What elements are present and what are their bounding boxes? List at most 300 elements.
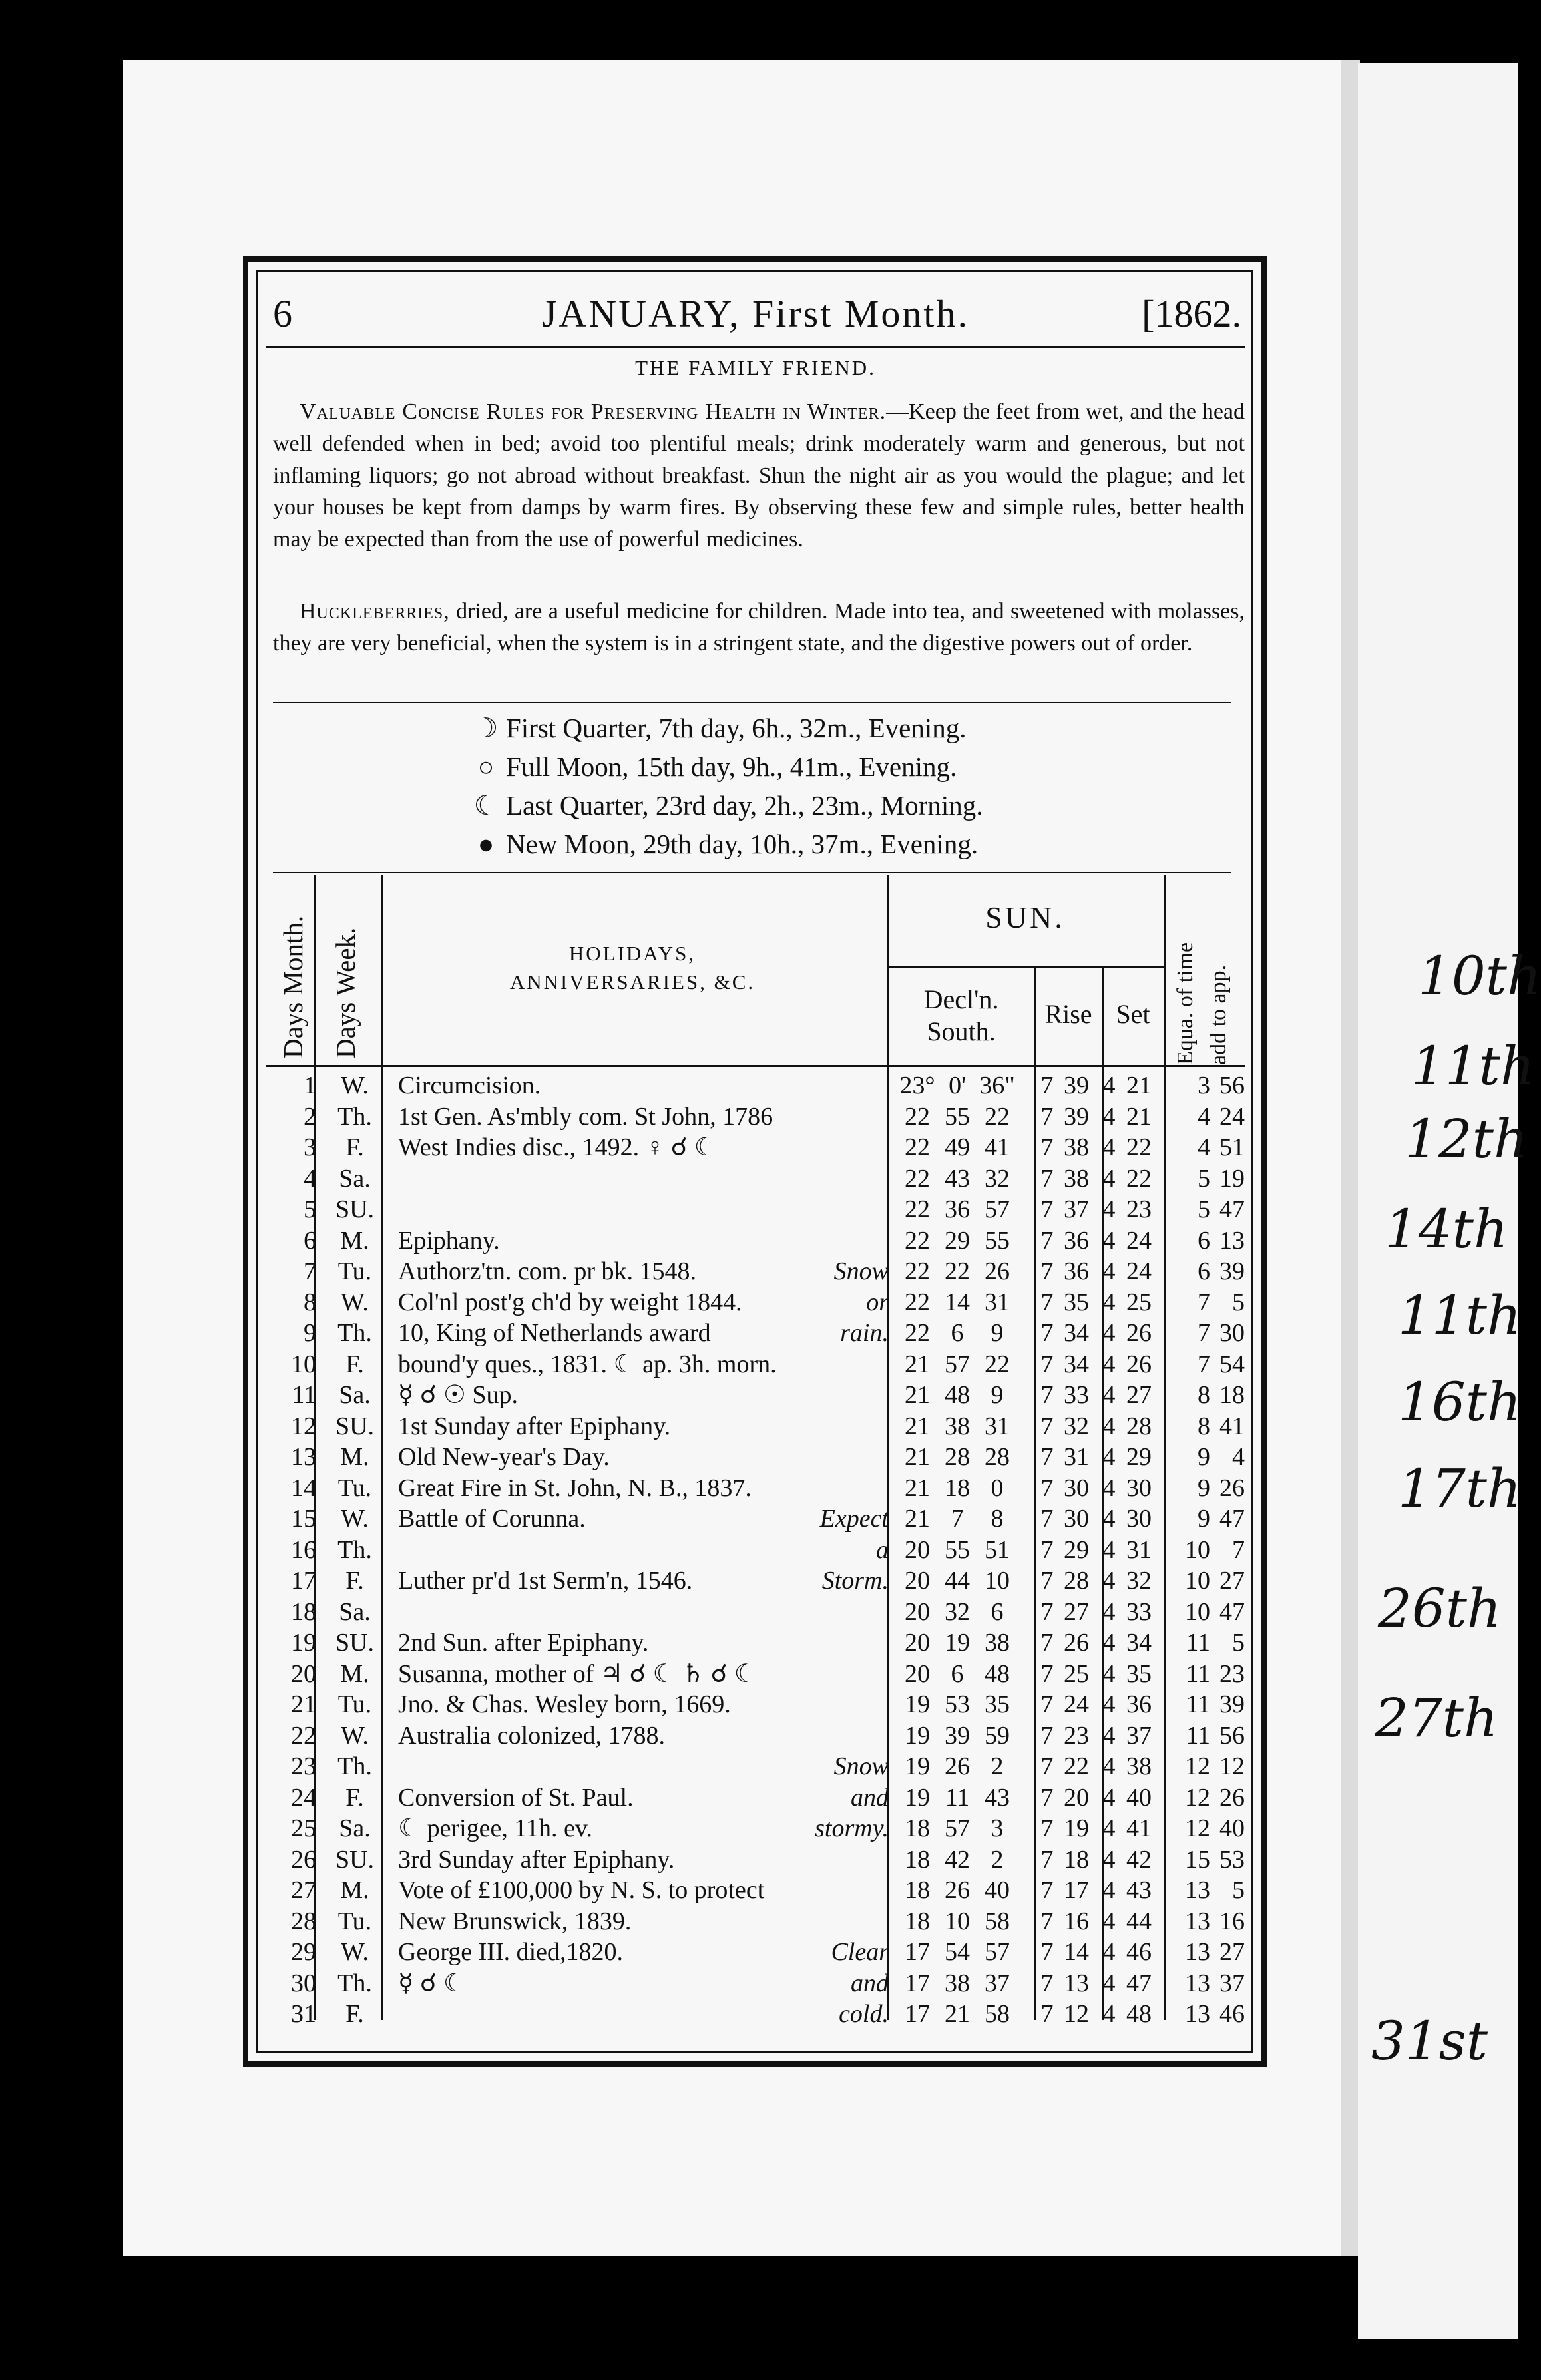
- cell-note: cold.: [839, 2000, 889, 2028]
- cell-dm: 19: [945, 1629, 970, 1657]
- header-rule: [266, 346, 1245, 348]
- cell-dd: 19: [905, 1752, 930, 1780]
- cell-em: 6: [1198, 1257, 1210, 1285]
- cell-ds: 9: [991, 1381, 1004, 1409]
- cell-dm: 36: [945, 1195, 970, 1223]
- cell-day: 27: [291, 1876, 316, 1904]
- cell-dm: 57: [945, 1814, 970, 1842]
- cell-week: Th.: [337, 1535, 372, 1564]
- cell-rh: 7: [1040, 1783, 1054, 1812]
- cell-dd: 22: [905, 1133, 930, 1161]
- cell-es: 39: [1219, 1257, 1245, 1285]
- health-rules-paragraph: [273, 396, 1245, 556]
- cell-week: SU.: [335, 1845, 375, 1874]
- cell-holiday: Epiphany.: [398, 1226, 500, 1255]
- cell-week: Sa.: [339, 1814, 371, 1842]
- cell-ds: 48: [985, 1659, 1010, 1688]
- cell-dd: 22: [905, 1257, 930, 1285]
- cell-day: 12: [291, 1412, 316, 1440]
- cell-week: Tu.: [337, 1474, 372, 1502]
- cell-rm: 12: [1064, 2000, 1089, 2028]
- cell-day: 22: [291, 1721, 316, 1750]
- cell-note: rain.: [840, 1319, 889, 1347]
- cell-day: 4: [304, 1164, 316, 1193]
- cell-ds: 55: [985, 1226, 1010, 1255]
- cell-sm: 25: [1126, 1288, 1152, 1316]
- cell-rh: 7: [1040, 1505, 1054, 1533]
- cell-rh: 7: [1040, 1597, 1054, 1626]
- cell-week: W.: [341, 1721, 369, 1750]
- cell-ds: 0: [991, 1474, 1004, 1502]
- cell-holiday: 10, King of Netherlands award: [398, 1319, 711, 1347]
- cell-holiday: Jno. & Chas. Wesley born, 1669.: [398, 1690, 731, 1718]
- cell-em: 3: [1198, 1072, 1210, 1099]
- cell-week: SU.: [335, 1195, 375, 1223]
- cell-rh: 7: [1040, 1629, 1054, 1657]
- cell-em: 15: [1185, 1845, 1210, 1874]
- table-row: [266, 1875, 1245, 1905]
- cell-rm: 34: [1064, 1319, 1089, 1347]
- cell-dm: 49: [945, 1133, 970, 1161]
- cell-rm: 34: [1064, 1350, 1089, 1378]
- table-row: [266, 1751, 1245, 1782]
- cell-rm: 38: [1064, 1164, 1089, 1193]
- cell-rh: 7: [1040, 1133, 1054, 1161]
- cell-ds: 38: [985, 1629, 1010, 1657]
- cell-dd: 18: [905, 1876, 930, 1904]
- cell-week: Sa.: [339, 1597, 371, 1626]
- cell-rm: 28: [1064, 1567, 1089, 1595]
- moon-phase-text: New Moon, 29th day, 10h., 37m., Evening.: [506, 829, 979, 859]
- cell-es: 30: [1219, 1319, 1245, 1347]
- cell-rm: 36: [1064, 1226, 1089, 1255]
- cell-day: 31: [291, 2000, 316, 2028]
- cell-note: stormy.: [815, 1814, 889, 1842]
- cell-week: F.: [345, 1567, 364, 1595]
- cell-sh: 4: [1102, 1257, 1116, 1285]
- cell-note: Storm.: [821, 1567, 889, 1595]
- cell-holiday: ☿ ☌ ☾: [398, 1969, 466, 1997]
- cell-em: 5: [1198, 1195, 1210, 1223]
- cell-dm: 43: [945, 1164, 970, 1193]
- table-row: [266, 1442, 1245, 1472]
- cell-dd: 20: [905, 1659, 930, 1688]
- cell-sm: 24: [1126, 1257, 1152, 1285]
- cell-day: 18: [291, 1597, 316, 1626]
- cell-es: 47: [1219, 1597, 1245, 1626]
- cell-sh: 4: [1102, 1938, 1116, 1966]
- table-row: [266, 1689, 1245, 1720]
- cell-ds: 58: [985, 1907, 1010, 1935]
- cell-ds: 41: [985, 1133, 1010, 1161]
- cell-dd: 19: [905, 1783, 930, 1812]
- cell-dm: 18: [945, 1474, 970, 1502]
- holidays-header-1: HOLIDAYS,: [568, 942, 696, 965]
- table-row: [266, 1937, 1245, 1967]
- cell-week: Tu.: [337, 1907, 372, 1935]
- cell-week: W.: [341, 1288, 369, 1316]
- table-row: [266, 1720, 1245, 1751]
- cell-day: 13: [291, 1443, 316, 1471]
- cell-rm: 24: [1064, 1690, 1089, 1718]
- cell-es: 27: [1219, 1567, 1245, 1595]
- cell-sm: 27: [1126, 1381, 1152, 1409]
- cell-holiday: 1st Sunday after Epiphany.: [398, 1412, 671, 1440]
- table-row: [266, 1070, 1245, 1101]
- cell-note: Snow: [833, 1752, 889, 1780]
- table-row: [266, 1349, 1245, 1380]
- moon-phase-line: [466, 825, 978, 863]
- cell-day: 7: [304, 1257, 316, 1285]
- cell-sm: 30: [1126, 1474, 1152, 1502]
- cell-sh: 4: [1102, 1102, 1116, 1131]
- cell-day: 16: [291, 1535, 316, 1564]
- cell-week: Th.: [337, 1319, 372, 1347]
- handwritten-date: 26th: [1378, 1577, 1502, 1639]
- cell-rh: 7: [1040, 1938, 1054, 1966]
- cell-sh: 4: [1102, 1474, 1116, 1502]
- cell-es: 24: [1219, 1102, 1245, 1131]
- cell-dd: 21: [905, 1443, 930, 1471]
- cell-holiday: 2nd Sun. after Epiphany.: [398, 1629, 649, 1657]
- cell-week: F.: [345, 1783, 364, 1812]
- cell-es: 7: [1232, 1535, 1245, 1564]
- cell-sm: 29: [1126, 1443, 1152, 1471]
- cell-sm: 41: [1126, 1814, 1152, 1842]
- cell-em: 13: [1185, 1907, 1210, 1935]
- cell-dd: 21: [905, 1350, 930, 1378]
- cell-day: 2: [304, 1102, 316, 1131]
- cell-rm: 39: [1064, 1072, 1089, 1099]
- cell-dm: 26: [945, 1876, 970, 1904]
- cell-holiday: Authorz'tn. com. pr bk. 1548.: [398, 1257, 697, 1285]
- page-header: [266, 286, 1245, 339]
- cell-sm: 38: [1126, 1752, 1152, 1780]
- cell-sm: 47: [1126, 1969, 1152, 1997]
- cell-em: 9: [1198, 1505, 1210, 1533]
- cell-dd: 18: [905, 1814, 930, 1842]
- cell-ds: 10: [985, 1567, 1010, 1595]
- decl-header-1: Decl'n.: [923, 984, 999, 1014]
- moon-phase-icon: ☽: [473, 713, 499, 743]
- cell-day: 28: [291, 1907, 316, 1935]
- handwritten-date: 27th: [1375, 1687, 1498, 1749]
- cell-rm: 20: [1064, 1783, 1089, 1812]
- cell-sm: 26: [1126, 1319, 1152, 1347]
- cell-holiday: Australia colonized, 1788.: [398, 1721, 666, 1750]
- cell-sm: 46: [1126, 1938, 1152, 1966]
- cell-es: 26: [1219, 1783, 1245, 1812]
- cell-day: 5: [304, 1195, 316, 1223]
- cell-rh: 7: [1040, 1535, 1054, 1564]
- cell-rh: 7: [1040, 1257, 1054, 1285]
- cell-ds: 37: [985, 1969, 1010, 1997]
- cell-sh: 4: [1102, 1567, 1116, 1595]
- cell-holiday: George III. died,1820.: [398, 1938, 624, 1966]
- cell-es: 41: [1219, 1412, 1245, 1440]
- table-row: [266, 1906, 1245, 1937]
- cell-sh: 4: [1102, 1164, 1116, 1193]
- cell-dd: 22: [905, 1102, 930, 1131]
- cell-rm: 25: [1064, 1659, 1089, 1688]
- cell-week: F.: [345, 2000, 364, 2028]
- cell-holiday: Old New-year's Day.: [398, 1443, 610, 1471]
- cell-sm: 22: [1126, 1164, 1152, 1193]
- cell-em: 7: [1198, 1350, 1210, 1378]
- cell-em: 11: [1186, 1690, 1210, 1718]
- cell-sm: 44: [1126, 1907, 1152, 1935]
- cell-note: and: [851, 1969, 889, 1997]
- cell-dm: 26: [945, 1752, 970, 1780]
- moon-phase-icon: ☾: [473, 790, 499, 821]
- cell-dd: 22: [905, 1164, 930, 1193]
- cell-rm: 32: [1064, 1412, 1089, 1440]
- cell-sh: 4: [1102, 1505, 1116, 1533]
- cell-es: 18: [1219, 1381, 1245, 1409]
- cell-note: or: [866, 1288, 889, 1316]
- cell-rm: 37: [1064, 1195, 1089, 1223]
- cell-ds: 36": [979, 1072, 1015, 1099]
- cell-rh: 7: [1040, 1474, 1054, 1502]
- cell-em: 5: [1198, 1164, 1210, 1193]
- cell-rm: 29: [1064, 1535, 1089, 1564]
- cell-dd: 19: [905, 1721, 930, 1750]
- table-row: [266, 1627, 1245, 1658]
- cell-rm: 36: [1064, 1257, 1089, 1285]
- cell-em: 8: [1198, 1412, 1210, 1440]
- cell-holiday: Vote of £100,000 by N. S. to protect: [398, 1876, 765, 1904]
- cell-dd: 20: [905, 1597, 930, 1626]
- cell-week: F.: [345, 1350, 364, 1378]
- cell-dd: 17: [905, 2000, 930, 2028]
- cell-rm: 30: [1064, 1505, 1089, 1533]
- cell-ds: 2: [991, 1752, 1004, 1780]
- cell-holiday: Great Fire in St. John, N. B., 1837.: [398, 1474, 752, 1502]
- cell-day: 17: [291, 1567, 316, 1595]
- cell-es: 53: [1219, 1845, 1245, 1874]
- cell-sm: 21: [1126, 1102, 1152, 1131]
- cell-sm: 22: [1126, 1133, 1152, 1161]
- cell-dd: 20: [905, 1629, 930, 1657]
- cell-week: W.: [341, 1938, 369, 1966]
- cell-ds: 32: [985, 1164, 1010, 1193]
- table-row: [266, 1503, 1245, 1534]
- cell-dd: 23°: [899, 1072, 935, 1099]
- cell-dm: 54: [945, 1938, 970, 1966]
- cell-ds: 31: [985, 1412, 1010, 1440]
- cell-es: 5: [1232, 1876, 1245, 1904]
- cell-holiday: New Brunswick, 1839.: [398, 1907, 632, 1935]
- cell-note: Snow: [833, 1257, 889, 1285]
- cell-dm: 22: [945, 1257, 970, 1285]
- cell-day: 11: [292, 1381, 316, 1409]
- cell-ds: 2: [991, 1845, 1004, 1874]
- cell-day: 10: [291, 1350, 316, 1378]
- moon-phase-icon: ●: [477, 829, 495, 859]
- cell-em: 12: [1185, 1752, 1210, 1780]
- table-row: [266, 1225, 1245, 1256]
- cell-sm: 28: [1126, 1412, 1152, 1440]
- cell-sm: 24: [1126, 1226, 1152, 1255]
- cell-holiday: ☿ ☌ ☉ Sup.: [398, 1381, 519, 1409]
- health-rules-lead: Valuable Concise Rules for Preserving Health in Winter.: [300, 399, 887, 424]
- table-row: [266, 1411, 1245, 1442]
- cell-em: 13: [1185, 1876, 1210, 1904]
- cell-rh: 7: [1040, 1102, 1054, 1131]
- cell-dm: 39: [945, 1721, 970, 1750]
- cell-note: Expect: [819, 1505, 889, 1533]
- cell-rh: 7: [1040, 1443, 1054, 1471]
- cell-sh: 4: [1102, 1845, 1116, 1874]
- cell-ds: 22: [985, 1102, 1010, 1131]
- table-row: [266, 1194, 1245, 1225]
- cell-sh: 4: [1102, 1969, 1116, 1997]
- cell-dm: 0': [949, 1072, 966, 1099]
- cell-rh: 7: [1040, 1567, 1054, 1595]
- cell-ds: 9: [991, 1319, 1004, 1347]
- cell-sm: 36: [1126, 1690, 1152, 1718]
- cell-rm: 31: [1064, 1443, 1089, 1471]
- cell-ds: 28: [985, 1443, 1010, 1471]
- cell-sh: 4: [1102, 1381, 1116, 1409]
- cell-week: Sa.: [339, 1381, 371, 1409]
- cell-ds: 57: [985, 1938, 1010, 1966]
- table-row: [266, 1659, 1245, 1689]
- cell-sm: 43: [1126, 1876, 1152, 1904]
- cell-es: 4: [1232, 1443, 1245, 1471]
- cell-sh: 4: [1102, 1907, 1116, 1935]
- cell-rh: 7: [1040, 1814, 1054, 1842]
- table-row: [266, 1565, 1245, 1596]
- cell-sh: 4: [1102, 1814, 1116, 1842]
- handwritten-date: 11th: [1411, 1035, 1535, 1097]
- cell-dm: 55: [945, 1102, 970, 1131]
- cell-sh: 4: [1102, 1690, 1116, 1718]
- cell-dd: 22: [905, 1195, 930, 1223]
- cell-sh: 4: [1102, 1535, 1116, 1564]
- cell-holiday: West Indies disc., 1492. ♀ ☌ ☾: [398, 1133, 717, 1161]
- cell-sm: 26: [1126, 1350, 1152, 1378]
- cell-dm: 57: [945, 1350, 970, 1378]
- cell-em: 11: [1186, 1629, 1210, 1657]
- cell-es: 54: [1219, 1350, 1245, 1378]
- cell-holiday: Battle of Corunna.: [398, 1505, 586, 1533]
- table-top-rule: [273, 872, 1231, 873]
- cell-week: M.: [340, 1226, 369, 1255]
- cell-day: 1: [304, 1072, 316, 1099]
- cell-holiday: 1st Gen. As'mbly com. St John, 1786: [398, 1102, 773, 1131]
- cell-rh: 7: [1040, 1690, 1054, 1718]
- cell-week: F.: [345, 1133, 364, 1161]
- cell-dd: 19: [905, 1690, 930, 1718]
- cell-em: 11: [1186, 1721, 1210, 1750]
- cell-ds: 31: [985, 1288, 1010, 1316]
- cell-dm: 7: [951, 1505, 964, 1533]
- cell-week: W.: [341, 1072, 369, 1099]
- cell-em: 13: [1185, 1969, 1210, 1997]
- cell-sh: 4: [1102, 1659, 1116, 1688]
- cell-dm: 44: [945, 1567, 970, 1595]
- cell-dd: 21: [905, 1381, 930, 1409]
- huckleberries-text: dried, are a useful medicine for children. Made into tea, and sweetened with molasses, they are very beneficial, when the system is in a stringent state, and the digestive powers out of order.: [273, 599, 1245, 656]
- moon-phase-icon: ○: [477, 751, 495, 782]
- cell-es: 5: [1232, 1288, 1245, 1316]
- cell-sm: 35: [1126, 1659, 1152, 1688]
- cell-sm: 32: [1126, 1567, 1152, 1595]
- cell-day: 19: [291, 1629, 316, 1657]
- cell-day: 30: [291, 1969, 316, 1997]
- table-row: [266, 1132, 1245, 1163]
- cell-rm: 30: [1064, 1474, 1089, 1502]
- cell-holiday: Conversion of St. Paul.: [398, 1783, 634, 1812]
- cell-day: 20: [291, 1659, 316, 1688]
- cell-sh: 4: [1102, 1876, 1116, 1904]
- table-row: [266, 1101, 1245, 1132]
- cell-rh: 7: [1040, 1721, 1054, 1750]
- cell-es: 47: [1219, 1195, 1245, 1223]
- holidays-header-2: ANNIVERSARIES, &C.: [509, 970, 756, 994]
- cell-sh: 4: [1102, 1443, 1116, 1471]
- cell-rm: 33: [1064, 1381, 1089, 1409]
- cell-rm: 14: [1064, 1938, 1089, 1966]
- cell-em: 10: [1185, 1535, 1210, 1564]
- cell-rm: 19: [1064, 1814, 1089, 1842]
- cell-sh: 4: [1102, 1629, 1116, 1657]
- cell-rh: 7: [1040, 1845, 1054, 1874]
- cell-day: 26: [291, 1845, 316, 1874]
- moon-phase-text: Full Moon, 15th day, 9h., 41m., Evening.: [506, 751, 957, 782]
- cell-rh: 7: [1040, 1195, 1054, 1223]
- cell-note: Clear: [831, 1938, 889, 1966]
- cell-em: 13: [1185, 1938, 1210, 1966]
- cell-em: 7: [1198, 1319, 1210, 1347]
- moon-top-rule: [273, 702, 1231, 703]
- cell-es: 23: [1219, 1659, 1245, 1688]
- cell-note: and: [851, 1783, 889, 1812]
- cell-rm: 22: [1064, 1752, 1089, 1780]
- cell-sm: 34: [1126, 1629, 1152, 1657]
- cell-sm: 31: [1126, 1535, 1152, 1564]
- cell-em: 9: [1198, 1443, 1210, 1471]
- cell-sh: 4: [1102, 1319, 1116, 1347]
- cell-em: 7: [1198, 1288, 1210, 1316]
- page-number: 6: [273, 292, 292, 335]
- cell-sh: 4: [1102, 1072, 1116, 1099]
- decl-header-2: South.: [927, 1016, 996, 1046]
- cell-rm: 17: [1064, 1876, 1089, 1904]
- moon-phase-text: Last Quarter, 23rd day, 2h., 23m., Morning.: [506, 790, 983, 821]
- cell-holiday: ☾ perigee, 11h. ev.: [398, 1814, 592, 1842]
- table-row: [266, 1999, 1245, 2029]
- handwritten-date: 10th: [1418, 945, 1541, 1007]
- cell-dd: 18: [905, 1845, 930, 1874]
- cell-rm: 16: [1064, 1907, 1089, 1935]
- table-row: [266, 1380, 1245, 1410]
- cell-rm: 39: [1064, 1102, 1089, 1131]
- cell-es: 47: [1219, 1505, 1245, 1533]
- cell-ds: 22: [985, 1350, 1010, 1378]
- cell-dm: 38: [945, 1969, 970, 1997]
- cell-week: SU.: [335, 1629, 375, 1657]
- cell-dd: 22: [905, 1288, 930, 1316]
- cell-dm: 6: [951, 1659, 964, 1688]
- handwritten-date: 31st: [1371, 2010, 1488, 2072]
- cell-rm: 38: [1064, 1133, 1089, 1161]
- cell-es: 16: [1219, 1907, 1245, 1935]
- cell-rm: 18: [1064, 1845, 1089, 1874]
- cell-em: 11: [1186, 1659, 1210, 1688]
- moon-phase-text: First Quarter, 7th day, 6h., 32m., Evening.: [506, 713, 967, 743]
